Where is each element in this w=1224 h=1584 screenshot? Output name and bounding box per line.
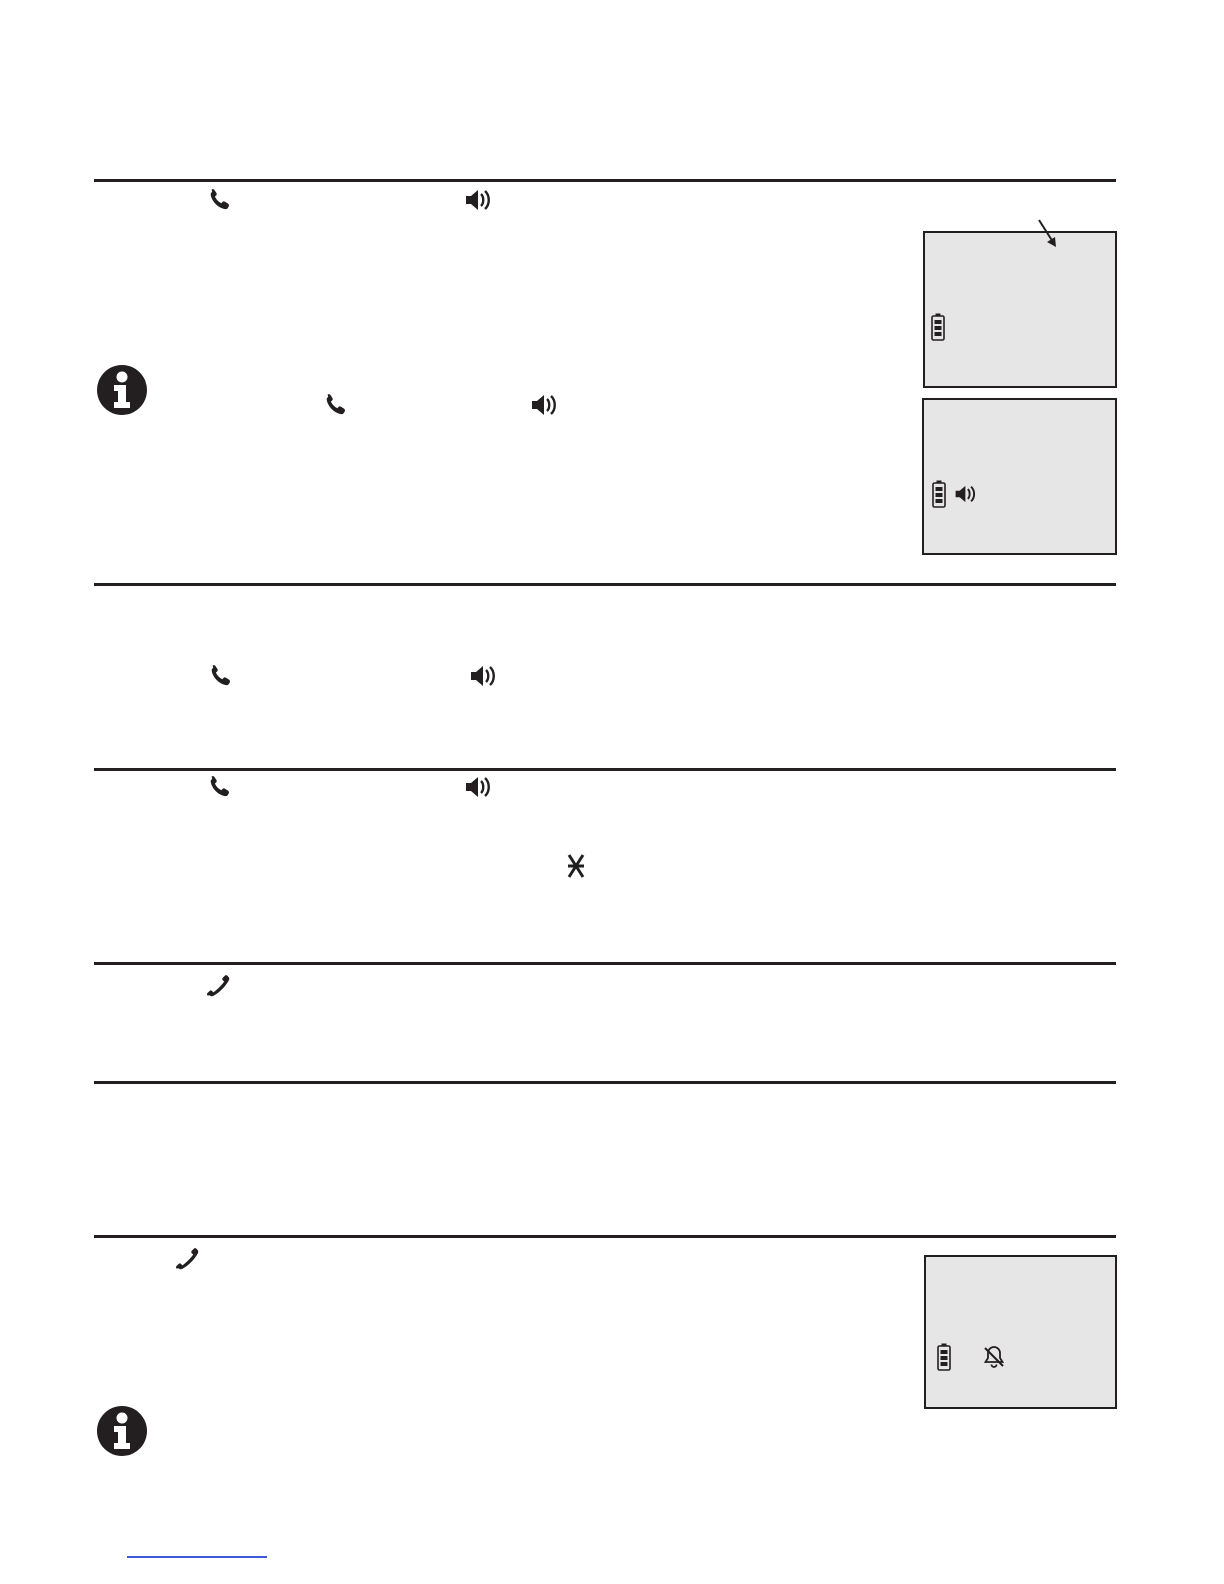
battery-icon xyxy=(932,480,946,508)
section-divider xyxy=(94,962,1116,965)
battery-icon xyxy=(931,313,945,341)
handset-talk-icon xyxy=(207,663,233,689)
lcd-screen-2 xyxy=(922,398,1117,555)
handset-talk-icon xyxy=(322,392,348,418)
lcd-screen-3 xyxy=(924,1255,1117,1409)
section-divider xyxy=(94,768,1116,771)
handset-off-icon xyxy=(204,971,232,999)
battery-icon xyxy=(937,1343,951,1371)
speakerphone-icon xyxy=(530,393,562,417)
speakerphone-icon xyxy=(464,188,496,212)
star-key-icon xyxy=(566,852,586,880)
info-note-icon xyxy=(96,364,148,416)
info-note-icon xyxy=(96,1405,148,1457)
speakerphone-icon xyxy=(469,664,501,688)
ringer-off-icon xyxy=(982,1345,1006,1369)
handset-off-icon xyxy=(173,1244,201,1272)
speakerphone-icon xyxy=(954,484,980,504)
handset-talk-icon xyxy=(206,187,232,213)
section-divider xyxy=(94,583,1116,586)
handset-talk-icon xyxy=(206,774,232,800)
section-divider xyxy=(94,1235,1116,1238)
footer-link-underline[interactable] xyxy=(127,1556,267,1558)
lcd-screen-1 xyxy=(923,231,1117,388)
speakerphone-icon xyxy=(464,775,496,799)
section-divider xyxy=(94,1081,1116,1084)
section-divider xyxy=(94,179,1116,182)
arrow-pointer-icon xyxy=(1036,218,1060,250)
